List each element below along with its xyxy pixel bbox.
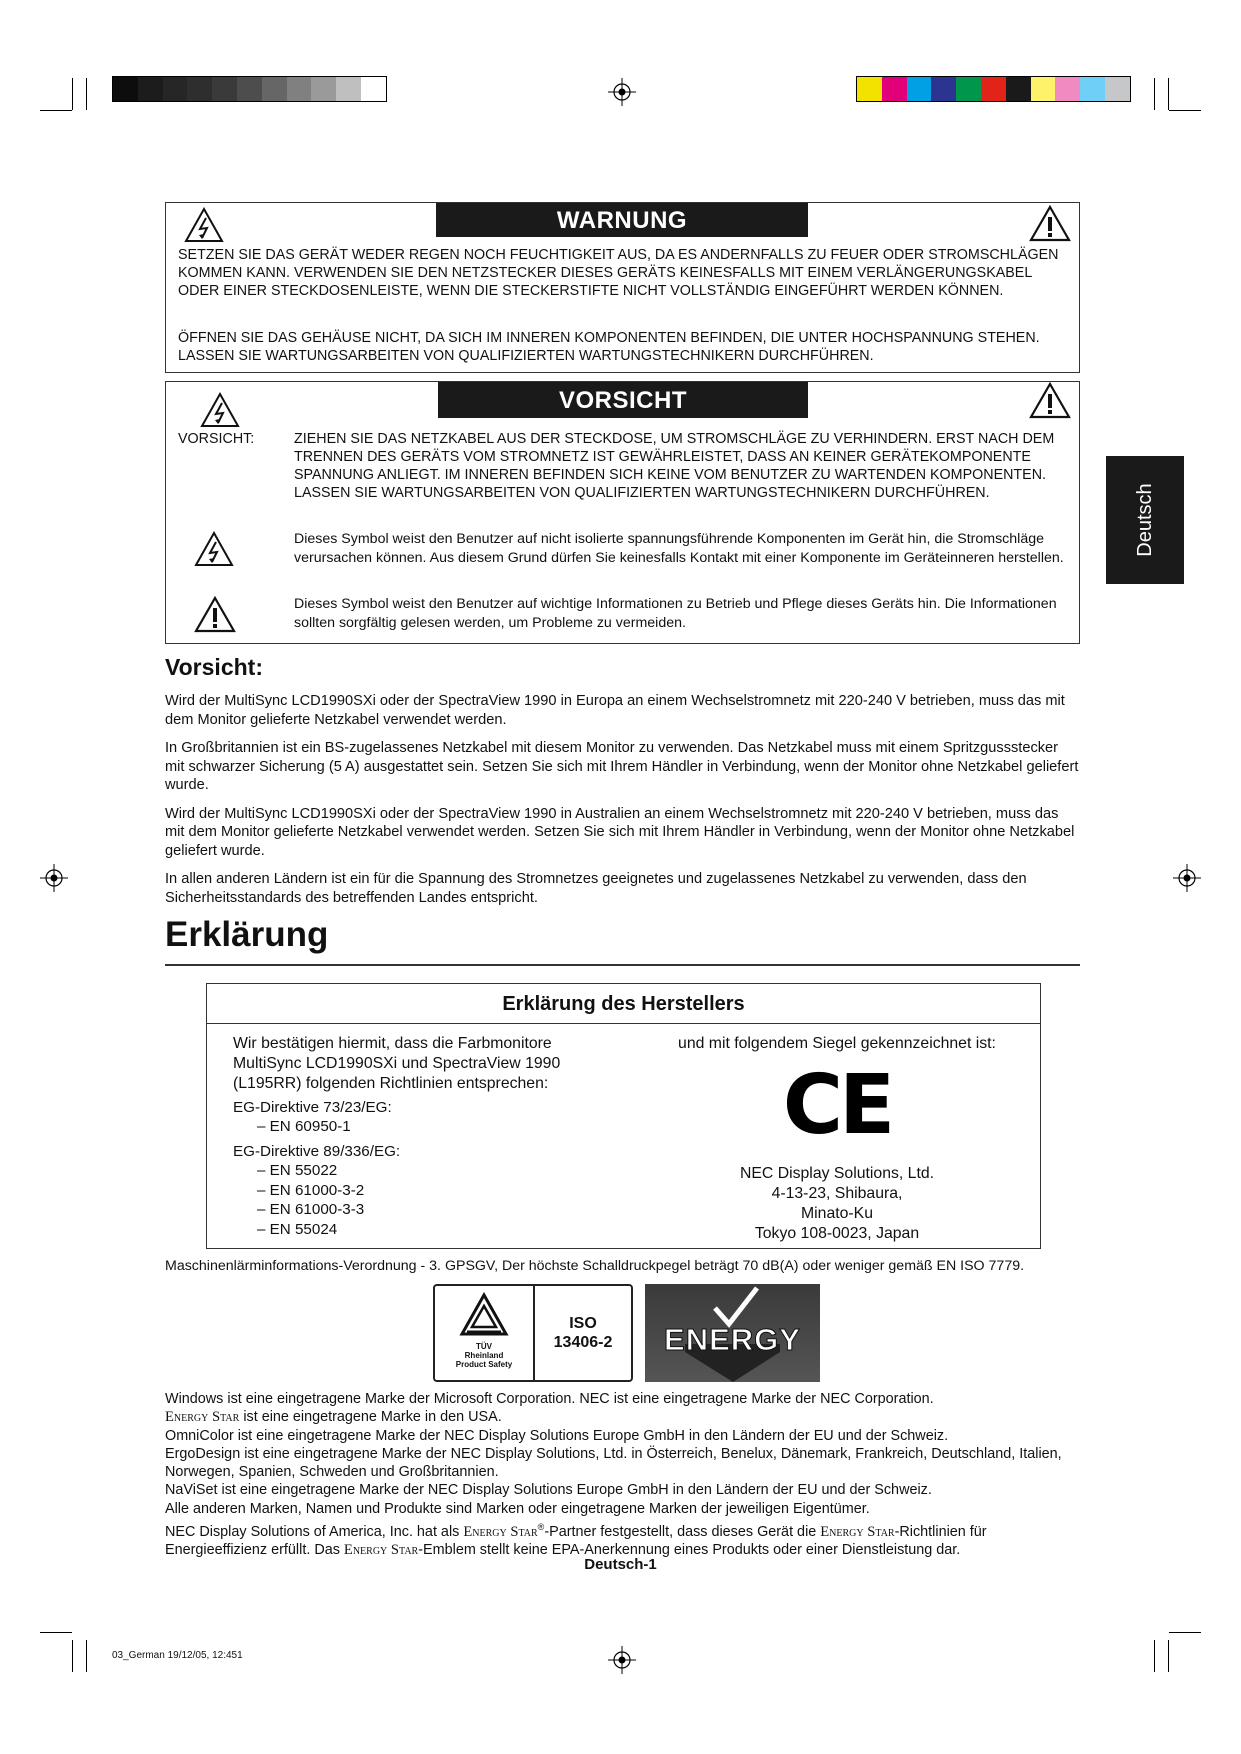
directive-item: – EN 55024 xyxy=(257,1220,338,1238)
trademark-notices xyxy=(165,1390,1085,1559)
registration-mark-bottom xyxy=(608,1646,636,1674)
trademark-line: Energy Star ist eine eingetragene Marke in den USA. xyxy=(165,1409,502,1426)
calibration-swatch xyxy=(163,77,188,101)
lightning-symbol-explanation: Dieses Symbol weist den Benutzer auf nicht isolierte spannungsführende Komponenten im Gerät hin, die Stromschläge verursachen können. Aus diesem Grund dürfen Sie keinesfalls Kontakt mit einer Komponente im Geräteinneren herstellen. xyxy=(294,531,1064,566)
grayscale-calibration-bar xyxy=(112,76,387,102)
intro-line: Wir bestätigen hiermit, dass die Farbmonitore xyxy=(233,1035,552,1052)
trademark-line: Alle anderen Marken, Namen und Produkte sind Marken oder eingetragene Marken der jeweiligen Eigentümer. xyxy=(165,1500,870,1517)
calibration-swatch xyxy=(212,77,237,101)
calibration-swatch xyxy=(857,77,882,101)
intro-line: MultiSync LCD1990SXi und SpectraView 1990 xyxy=(233,1055,561,1072)
intro-line: (L195RR) folgenden Richtlinien entsprechen: xyxy=(233,1075,549,1092)
iso-logo xyxy=(535,1286,631,1380)
iso-text: ISO xyxy=(569,1315,597,1332)
trademark-line: Windows ist eine eingetragene Marke der Microsoft Corporation. NEC ist eine eingetragene Marke der NEC Corporation. xyxy=(165,1391,934,1407)
tuv-iso-logo xyxy=(433,1284,633,1382)
energy-star-logo xyxy=(645,1284,820,1382)
directive-item: – EN 60950-1 xyxy=(257,1118,351,1135)
exclamation-symbol-icon xyxy=(194,596,236,634)
calibration-swatch xyxy=(981,77,1006,101)
lightning-symbol-icon xyxy=(194,531,234,567)
calibration-swatch xyxy=(336,77,361,101)
tuv-text: Product Safety xyxy=(455,1360,513,1369)
seal-intro: und mit folgendem Siegel gekennzeichnet ist: xyxy=(678,1035,996,1052)
tuv-text: TÜV xyxy=(476,1342,492,1351)
directive-item: – EN 61000-3-3 xyxy=(257,1201,365,1218)
side-tab-label: Deutsch xyxy=(1133,483,1156,557)
address-line: Minato-Ku xyxy=(801,1205,873,1222)
calibration-swatch xyxy=(113,77,138,101)
energy-star-name: Energy Star xyxy=(165,1409,240,1426)
declaration-box xyxy=(206,983,1041,1249)
erklaerung-heading: Erklärung xyxy=(165,915,329,954)
calibration-swatch xyxy=(287,77,312,101)
calibration-swatch xyxy=(361,77,386,101)
exclamation-warning-icon xyxy=(1029,205,1071,243)
calibration-swatch xyxy=(931,77,956,101)
warning-paragraph-2: ÖFFNEN SIE DAS GEHÄUSE NICHT, DA SICH IM INNEREN KOMPONENTEN BEFINDEN, DIE UNTER HOCHSPANNUNG STEHEN. LASSEN SIE WARTUNGSARBEITEN VON QUALIFIZIERTEN WARTUNGSTECHNIKERN DURCHFÜHREN. xyxy=(178,330,1040,364)
warning-paragraph-1: SETZEN SIE DAS GERÄT WEDER REGEN NOCH FEUCHTIGKEIT AUS, DA ES ANDERNFALLS ZU FEUER ODER STROMSCHLÄGEN KOMMEN KANN. VERWENDEN SIE DEN NETZSTECKER DIESES GERÄTS KEINESFALLS MIT EINEM VERLÄNGERUNGSKABEL ODER EINER STECKDOSENLEISTE, WENN DIE STECKERSTIFTE NICHT VOLLSTÄNDIG EINGEFÜHRT WERDEN KÖNNEN. xyxy=(178,247,1059,299)
lightning-caution-icon xyxy=(200,392,240,428)
vorsicht-paragraph: Wird der MultiSync LCD1990SXi oder der SpectraView 1990 in Australien an einem Wechselstromnetz mit 220-240 V betrieben, muss das mit dem Monitor gelieferte Netzkabel verwendet werden. Setzen Sie sich mit Ihrem Händler in Verbindung, wenn der Monitor ohne Netzkabel geliefert wurde. xyxy=(165,805,1075,859)
calibration-swatch xyxy=(1006,77,1031,101)
directive-item: – EN 55022 xyxy=(257,1162,338,1179)
calibration-swatch xyxy=(1105,77,1130,101)
address-line: 4-13-23, Shibaura, xyxy=(771,1185,903,1202)
calibration-swatch xyxy=(1080,77,1105,101)
calibration-swatch xyxy=(1031,77,1056,101)
trademark-line: NEC Display Solutions of America, Inc. hat als Energy Star®-Partner festgestellt, dass dieses Gerät die Energy Star-Richtlinien für Energieeffizienz erfüllt. Das Energy Star-Emblem stellt keine EPA-Anerkennung eines Produkts oder einer Dienstleistung dar. xyxy=(165,1522,987,1559)
caution-box xyxy=(165,381,1080,644)
registration-mark-top xyxy=(608,78,636,106)
vorsicht-heading: Vorsicht: xyxy=(165,654,263,680)
vorsicht-paragraph: In allen anderen Ländern ist ein für die Spannung des Stromnetzes geeignetes und zugelassenes Netzkabel zu verwenden, dass den Sicherheitsstandards des betreffenden Landes entspricht. xyxy=(165,871,1027,906)
caution-text: ZIEHEN SIE DAS NETZKABEL AUS DER STECKDOSE, UM STROMSCHLÄGE ZU VERHINDERN. ERST NACH DEM TRENNEN DES GERÄTS VOM STROMNETZ IST GEWÄHRLEISTET, DASS AN KEINER GERÄTEKOMPONENTE SPANNUNG ANLIEGT. IM INNEREN BEFINDEN SICH KEINE VOM BENUTZER ZU WARTENDEN KOMPONENTEN. LASSEN SIE WARTUNGSARBEITEN VON QUALIFIZIERTEN WARTUNGSTECHNIKERN DURCHFÜHREN. xyxy=(294,431,1055,501)
trademark-line: NaViSet ist eine eingetragene Marke der NEC Display Solutions Europe GmbH in den Ländern der EU und der Schweiz. xyxy=(165,1482,932,1499)
declaration-right-column xyxy=(637,1034,1037,1244)
tuv-logo xyxy=(435,1286,535,1380)
calibration-swatch xyxy=(1055,77,1080,101)
directive-item: – EN 61000-3-2 xyxy=(257,1181,365,1199)
registration-mark-right xyxy=(1173,864,1201,892)
heading-rule xyxy=(165,964,1080,966)
calibration-swatch xyxy=(882,77,907,101)
energy-text: ENERGY xyxy=(664,1322,801,1357)
exclamation-caution-icon xyxy=(1029,382,1071,420)
page-number: Deutsch-1 xyxy=(584,1556,657,1573)
iso-text: 13406-2 xyxy=(553,1334,613,1351)
calibration-swatch xyxy=(956,77,981,101)
trademark-line: OmniColor ist eine eingetragene Marke der NEC Display Solutions Europe GmbH in den Ländern der EU und der Schweiz. xyxy=(165,1427,949,1444)
calibration-swatch xyxy=(907,77,932,101)
calibration-swatch xyxy=(262,77,287,101)
calibration-swatch xyxy=(138,77,163,101)
warning-box xyxy=(165,202,1080,373)
calibration-swatch xyxy=(311,77,336,101)
declaration-title: Erklärung des Herstellers xyxy=(207,984,1040,1024)
noise-statement: Maschinenlärminformations-Verordnung - 3. GPSGV, Der höchste Schalldruckpegel beträgt 70 dB(A) oder weniger gemäß EN ISO 7779. xyxy=(165,1258,1025,1274)
vorsicht-paragraph: Wird der MultiSync LCD1990SXi oder der SpectraView 1990 in Europa an einem Wechselstromnetz mit 220-240 V betrieben, muss das mit dem Monitor gelieferte Netzkabel verwendet werden. xyxy=(165,693,1065,728)
exclamation-symbol-explanation: Dieses Symbol weist den Benutzer auf wichtige Informationen zu Betrieb und Pflege dieses Geräts hin. Die Informationen sollten sorgfältig gelesen werden, um Probleme zu vermeiden. xyxy=(294,596,1057,631)
registration-mark-left xyxy=(40,864,68,892)
tuv-text: Rheinland xyxy=(464,1351,504,1360)
declaration-left-column xyxy=(233,1034,613,1239)
calibration-swatch xyxy=(187,77,212,101)
print-slug: 03_German 19/12/05, 12:451 xyxy=(112,1650,243,1661)
address-line: NEC Display Solutions, Ltd. xyxy=(739,1165,935,1182)
color-calibration-bar xyxy=(856,76,1131,102)
vorsicht-paragraph: In Großbritannien ist ein BS-zugelassenes Netzkabel mit diesem Monitor zu verwenden. Das Netzkabel muss mit einem Spritzgussstecker mit schwarzer Sicherung (5 A) ausgestattet sein. Setzen Sie sich mit Ihrem Händler in Verbindung, wenn der Monitor ohne Netzkabel geliefert wurde. xyxy=(165,740,1079,793)
vorsicht-body xyxy=(165,692,1080,907)
lightning-warning-icon xyxy=(184,207,224,243)
directive-1: EG-Direktive 73/23/EG: xyxy=(233,1099,392,1116)
trademark-line: ErgoDesign ist eine eingetragene Marke der NEC Display Solutions, Ltd. in Österreich, Benelux, Dänemark, Frankreich, Deutschland, Italien, Norwegen, Spanien, Schweden und Großbritannien. xyxy=(165,1445,1062,1481)
warning-title: WARNUNG xyxy=(436,203,808,237)
manufacturer-address xyxy=(637,1164,1037,1244)
language-side-tab xyxy=(1106,456,1184,584)
calibration-swatch xyxy=(237,77,262,101)
caution-title: VORSICHT xyxy=(438,382,808,418)
tuv-triangle-icon xyxy=(459,1292,509,1338)
caution-label: VORSICHT: xyxy=(178,431,255,447)
address-line: Tokyo 108-0023, Japan xyxy=(754,1225,920,1242)
ce-mark: CE xyxy=(782,1058,892,1153)
directive-2: EG-Direktive 89/336/EG: xyxy=(233,1143,401,1160)
